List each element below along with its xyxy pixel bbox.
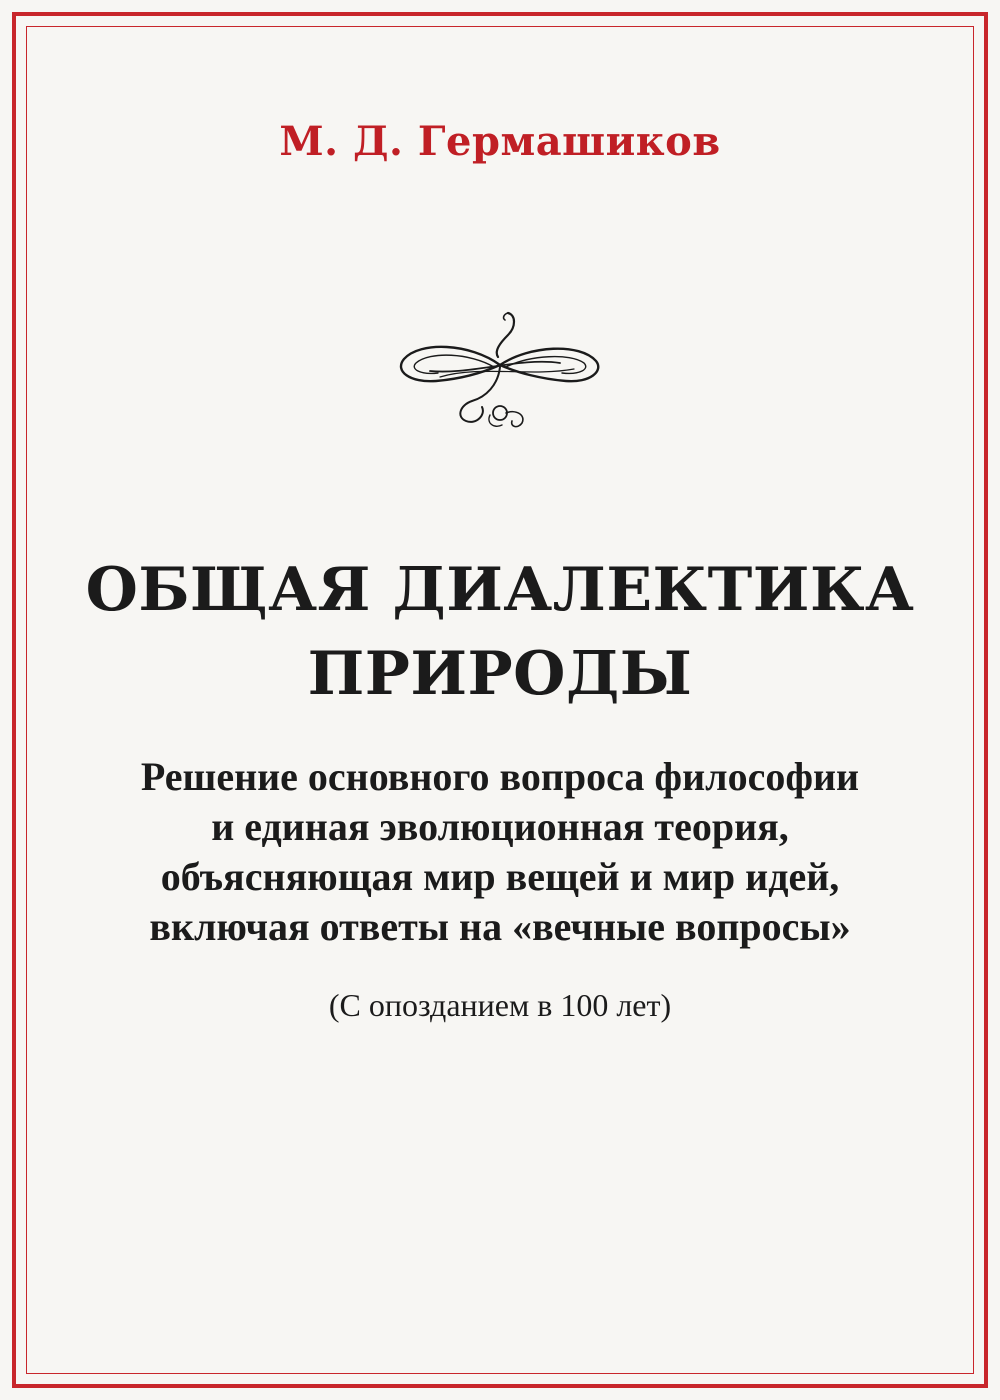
subtitle-line-2: и единая эволюционная теория, bbox=[211, 804, 789, 849]
book-title bbox=[0, 548, 1000, 716]
title-line-1: ОБЩАЯ ДИАЛЕКТИКА bbox=[85, 555, 915, 625]
cover-note: (С опозданием в 100 лет) bbox=[328, 987, 672, 1023]
author-name: М. Д. Гермашиков bbox=[279, 118, 721, 165]
subtitle-line-3: объясняющая мир вещей и мир идей, bbox=[160, 854, 840, 899]
subtitle-line-1: Решение основного вопроса философии bbox=[140, 754, 860, 799]
title-line-2: ПРИРОДЫ bbox=[307, 639, 693, 709]
subtitle-line-4: включая ответы на «вечные вопросы» bbox=[149, 904, 851, 949]
calligraphic-flourish-icon bbox=[390, 305, 610, 435]
book-subtitle bbox=[0, 752, 1000, 952]
